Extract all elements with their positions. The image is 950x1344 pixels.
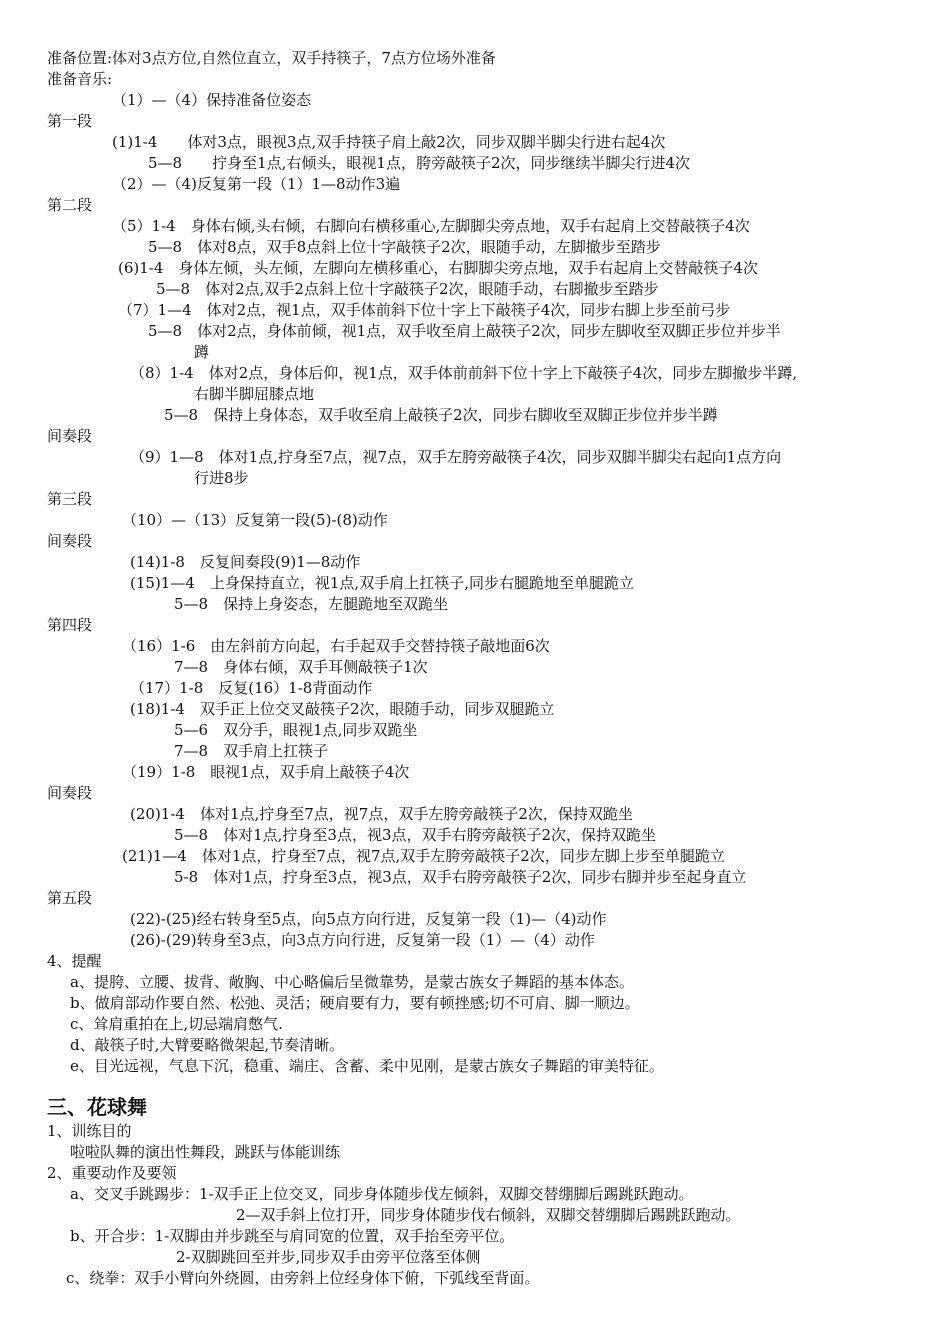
step-line: (21)1—4 体对1点，拧身至7点，视7点,双手左胯旁敲筷子2次，同步左脚上步至单腿跪立 <box>122 847 725 865</box>
step-line: （17）1-8 反复(16）1-8背面动作 <box>130 679 373 697</box>
prep-position-line: 准备位置:体对3点方位,自然位直立，双手持筷子，7点方位场外准备 <box>47 49 496 67</box>
subsection-heading: 1、训练目的 <box>47 1122 132 1140</box>
step-line: 7—8 双手肩上扛筷子 <box>174 742 329 760</box>
step-line: （8）1-4 体对2点，身体后仰，视1点，双手体前前斜下位十字上下敲筷子4次，同步左脚撤步半蹲, <box>130 364 798 382</box>
step-line: (26)-(29)转身至3点，向3点方向行进，反复第一段（1）—（4）动作 <box>130 931 595 949</box>
reminder-heading: 4、提醒 <box>47 952 102 970</box>
key-move-item-continued: 2-双脚跳回至并步,同步双手由旁平位落至体侧 <box>176 1248 481 1266</box>
reminder-item: c、耸肩重拍在上,切忌端肩憋气. <box>70 1015 283 1033</box>
step-line: (14)1-8 反复间奏段(9)1—8动作 <box>130 553 361 571</box>
section-heading-interlude: 间奏段 <box>47 427 93 445</box>
section-heading-2: 第二段 <box>47 196 93 214</box>
step-line: 5—8 体对1点,拧身至3点，视3点，双手右胯旁敲筷子2次，保持双跪坐 <box>174 826 657 844</box>
section-heading-1: 第一段 <box>47 112 93 130</box>
step-line-continued: 蹲 <box>194 343 210 361</box>
prep-music-line: （1）—（4）保持准备位姿态 <box>112 91 312 109</box>
step-line: 5—6 双分手，眼视1点,同步双跪坐 <box>174 721 418 739</box>
step-line: (20)1-4 体对1点,拧身至7点，视7点，双手左胯旁敲筷子2次，保持双跪坐 <box>130 805 633 823</box>
prep-music-label: 准备音乐: <box>47 70 113 88</box>
step-line: (15)1—4 上身保持直立，视1点,双手肩上扛筷子,同步右腿跪地至单腿跪立 <box>130 574 634 592</box>
key-move-item: a、交叉手跳踢步：1-双手正上位交叉，同步身体随步伐左倾斜，双脚交替绷脚后踢跳跃跑动。 <box>70 1185 694 1203</box>
step-line: 5—8 保持上身体态，双手收至肩上敲筷子2次，同步右脚收至双脚正步位并步半蹲 <box>164 406 718 424</box>
section-heading-interlude: 间奏段 <box>47 784 93 802</box>
step-line: (18)1-4 双手正上位交叉敲筷子2次，眼随手动，同步双腿跪立 <box>130 700 555 718</box>
reminder-item: e、目光远视，气息下沉，稳重、端庄、含蓄、柔中见刚，是蒙古族女子舞蹈的审美特征。 <box>70 1057 664 1075</box>
step-line: 5—8 体对8点，双手8点斜上位十字敲筷子2次，眼随手动，左脚撤步至踏步 <box>148 238 661 256</box>
reminder-item: a、提胯、立腰、拔背、敞胸、中心略偏后呈微靠势，是蒙古族女子舞蹈的基本体态。 <box>70 973 634 991</box>
step-line: （9）1—8 体对1点,拧身至7点，视7点，双手左胯旁敲筷子4次，同步双脚半脚尖右起向1点方向 <box>130 448 782 466</box>
step-line-continued: 行进8步 <box>194 469 249 487</box>
step-line: （5）1-4 身体右倾,头右倾，右脚向右横移重心,左脚脚尖旁点地，双手右起肩上交替敲筷子4次 <box>112 217 750 235</box>
step-line: 5—8 保持上身姿态，左腿跪地至双跪坐 <box>174 595 449 613</box>
chapter-heading-pompom-dance: 三、花球舞 <box>47 1095 147 1119</box>
step-line-continued: 右脚半脚屈膝点地 <box>194 385 315 403</box>
section-heading-interlude: 间奏段 <box>47 532 93 550</box>
step-line: (6)1-4 身体左倾，头左倾，左脚向左横移重心，右脚脚尖旁点地，双手右起肩上交替敲筷子4次 <box>118 259 758 277</box>
reminder-item: b、做肩部动作要自然、松弛、灵活；硬肩要有力，要有顿挫感;切不可肩、脚一顺边。 <box>70 994 640 1012</box>
section-heading-3: 第三段 <box>47 490 93 508</box>
section-heading-4: 第四段 <box>47 616 93 634</box>
body-line: 啦啦队舞的演出性舞段，跳跃与体能训练 <box>70 1143 341 1161</box>
step-line: 5—8 拧身至1点,右倾头，眼视1点，胯旁敲筷子2次，同步继续半脚尖行进4次 <box>148 154 691 172</box>
key-move-item-continued: 2—双手斜上位打开，同步身体随步伐右倾斜，双脚交替绷脚后踢跳跃跑动。 <box>236 1206 741 1224</box>
step-line: (22)-(25)经右转身至5点，向5点方向行进，反复第一段（1)—（4)动作 <box>130 910 607 928</box>
reminder-item: d、敲筷子时,大臂要略微架起,节奏清晰。 <box>70 1036 345 1054</box>
step-line: 7—8 身体右倾，双手耳侧敲筷子1次 <box>174 658 428 676</box>
step-line: （7）1—4 体对2点，视1点，双手体前斜下位十字上下敲筷子4次，同步右脚上步至前弓步 <box>118 301 731 319</box>
step-line: （2）—（4)反复第一段（1）1—8动作3遍 <box>112 175 401 193</box>
step-line: 5—8 体对2点，身体前倾，视1点，双手收至肩上敲筷子2次，同步左脚收至双脚正步位并步半 <box>148 322 781 340</box>
step-line: 5-8 体对1点，拧身至3点，视3点，双手右胯旁敲筷子2次，同步右脚并步至起身直立 <box>174 868 747 886</box>
subsection-heading: 2、重要动作及要领 <box>47 1164 177 1182</box>
step-line: （19）1-8 眼视1点，双手肩上敲筷子4次 <box>122 763 410 781</box>
step-line: (1)1-4 体对3点，眼视3点,双手持筷子肩上敲2次，同步双脚半脚尖行进右起4次 <box>112 133 666 151</box>
key-move-item: c、绕拳：双手小臂向外绕圆，由旁斜上位经身体下俯，下弧线至背面。 <box>66 1269 540 1287</box>
section-heading-5: 第五段 <box>47 889 93 907</box>
key-move-item: b、开合步：1-双脚由并步跳至与肩同宽的位置，双手抬至旁平位。 <box>70 1227 515 1245</box>
step-line: 5—8 体对2点,双手2点斜上位十字敲筷子2次，眼随手动，右脚撤步至踏步 <box>156 280 659 298</box>
step-line: （16）1-6 由左斜前方向起，右手起双手交替持筷子敲地面6次 <box>122 637 550 655</box>
step-line: （10）—（13）反复第一段(5)-(8)动作 <box>122 511 388 529</box>
